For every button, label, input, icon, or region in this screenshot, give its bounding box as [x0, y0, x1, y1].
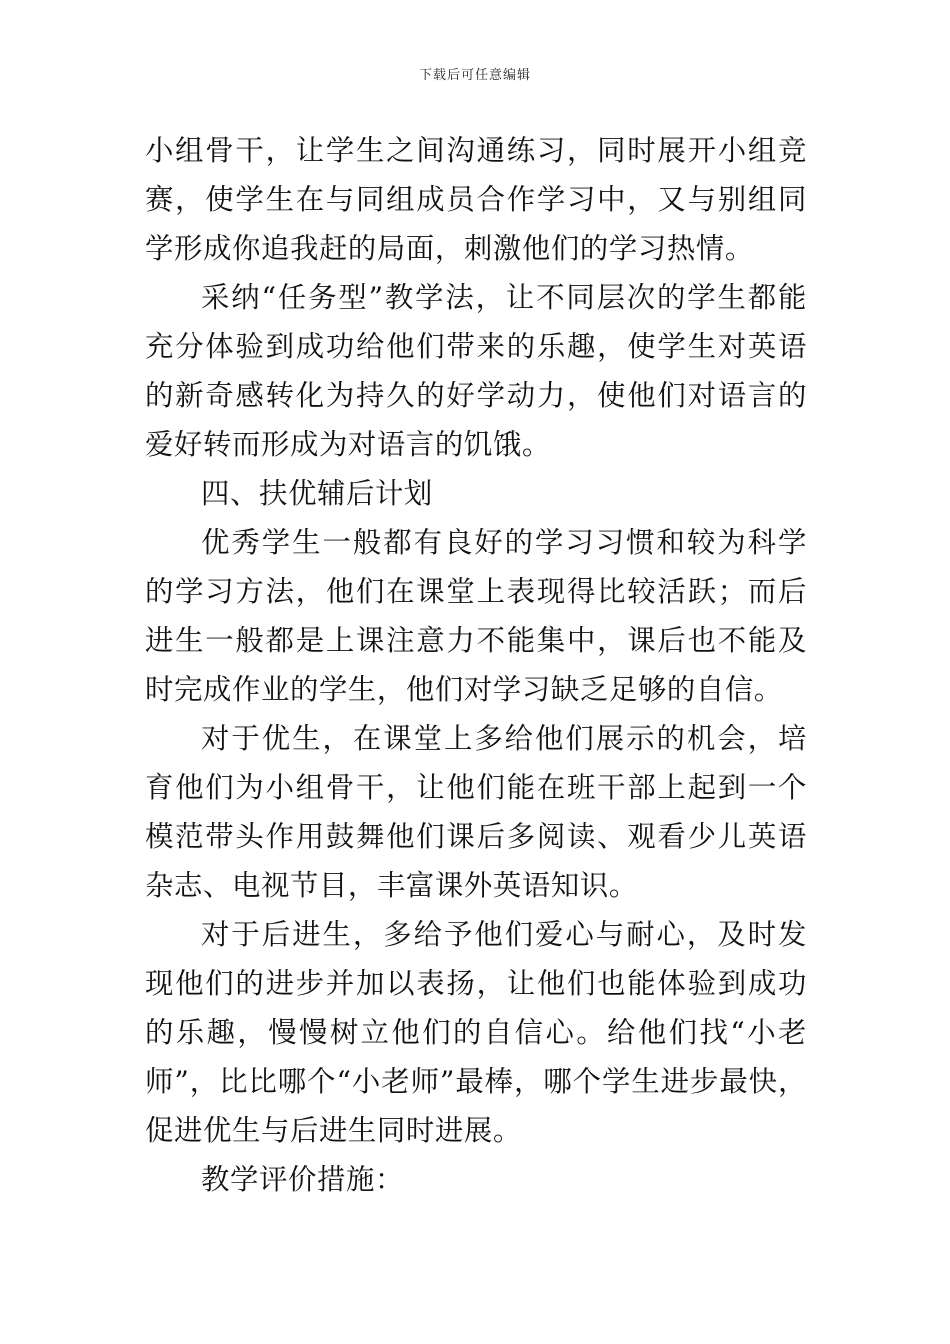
paragraph-group-work: 小组骨干，让学生之间沟通练习，同时展开小组竞赛，使学生在与同组成员合作学习中，又与别组同学形成你追我赶的局面，刺激他们的学习热情。 [145, 134, 807, 265]
paragraph-student-habits: 优秀学生一般都有良好的学习习惯和较为科学的学习方法，他们在课堂上表现得比较活跃；而后进生一般都是上课注意力不能集中，课后也不能及时完成作业的学生，他们对学习缺乏足够的自信。 [145, 526, 807, 706]
page-header: 下载后可任意编辑 [418, 68, 531, 83]
paragraph-struggling-students: 对于后进生，多给予他们爱心与耐心，及时发现他们的进步并加以表扬，让他们也能体验到成功的乐趣，慢慢树立他们的自信心。给他们找“小老师”，比比哪个“小老师”最棒，哪个学生进步最快，促进优生与后进生同时进展。 [145, 918, 807, 1147]
section-heading-tutoring-plan: 四、扶优辅后计划 [201, 477, 433, 510]
paragraph-top-students: 对于优生，在课堂上多给他们展示的机会，培育他们为小组骨干，让他们能在班干部上起到一个模范带头作用鼓舞他们课后多阅读、观看少儿英语杂志、电视节目，丰富课外英语知识。 [145, 722, 807, 902]
paragraph-task-based-method: 采纳“任务型”教学法，让不同层次的学生都能充分体验到成功给他们带来的乐趣，使学生对英语的新奇感转化为持久的好学动力，使他们对语言的爱好转而形成为对语言的饥饿。 [145, 281, 807, 461]
document-body [145, 126, 807, 1204]
section-heading-evaluation: 教学评价措施： [201, 1163, 404, 1196]
